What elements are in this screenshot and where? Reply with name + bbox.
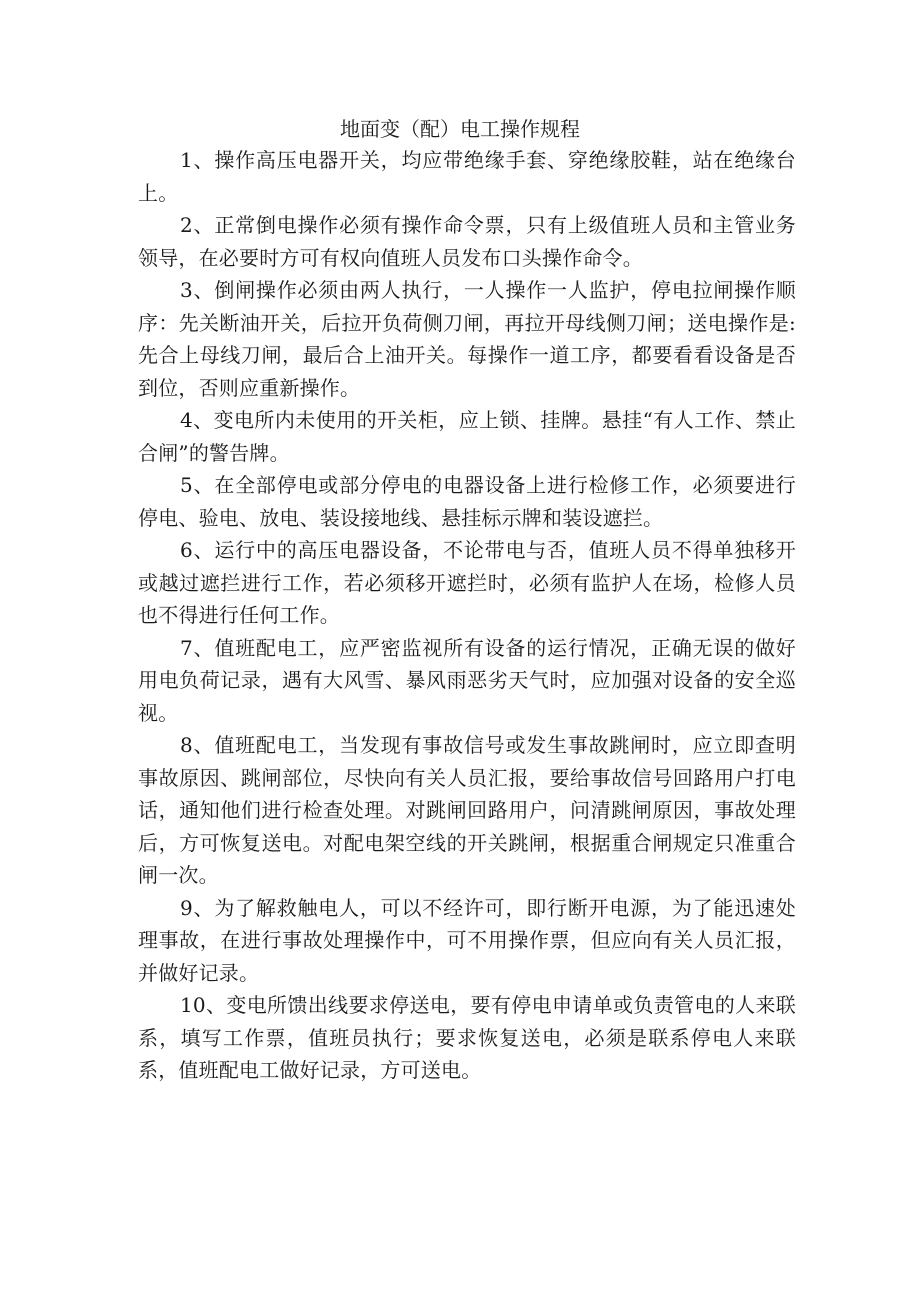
rule-paragraph-5: 5、在全部停电或部分停电的电器设备上进行检修工作，必须要进行停电、验电、放电、装设接地线、悬挂标示牌和装设遮拦。: [138, 473, 796, 530]
rule-paragraph-2: 2、正常倒电操作必须有操作命令票，只有上级值班人员和主管业务领导，在必要时方可有权向值班人员发布口头操作命令。: [138, 213, 796, 270]
rule-paragraph-4: 4、变电所内未使用的开关柜，应上锁、挂牌。悬挂“有人工作、禁止合闸”的警告牌。: [138, 408, 796, 465]
rule-paragraph-3: 3、倒闸操作必须由两人执行，一人操作一人监护，停电拉闸操作顺序：先关断油开关，后拉开负荷侧刀闸，再拉开母线侧刀闸；送电操作是:先合上母线刀闸，最后合上油开关。每操作一道工序，都要看看设备是否到位，否则应重新操作。: [138, 278, 796, 400]
rule-paragraph-8: 8、值班配电工，当发现有事故信号或发生事故跳闸时，应立即查明事故原因、跳闸部位，尽快向有关人员汇报，要给事故信号回路用户打电话，通知他们进行检查处理。对跳闸回路用户，问清跳闸原因，事故处理后，方可恢复送电。对配电架空线的开关跳闸，根据重合闸规定只准重合闸一次。: [138, 733, 796, 887]
rule-paragraph-9: 9、为了解救触电人，可以不经许可，即行断开电源，为了能迅速处理事故，在进行事故处理操作中，可不用操作票，但应向有关人员汇报，并做好记录。: [138, 895, 796, 985]
rule-paragraph-1: 1、操作高压电器开关，均应带绝缘手套、穿绝缘胶鞋，站在绝缘台上。: [138, 148, 796, 205]
rule-paragraph-10: 10、变电所馈出线要求停送电，要有停电申请单或负责管电的人来联系，填写工作票，值班员执行；要求恢复送电，必须是联系停电人来联系，值班配电工做好记录，方可送电。: [138, 993, 796, 1082]
rule-paragraph-6: 6、运行中的高压电器设备，不论带电与否，值班人员不得单独移开或越过遮拦进行工作，若必须移开遮拦时，必须有监护人在场，检修人员也不得进行任何工作。: [138, 538, 796, 627]
rule-paragraph-7: 7、值班配电工，应严密监视所有设备的运行情况，正确无误的做好用电负荷记录，遇有大风雪、暴风雨恶劣天气时，应加强对设备的安全巡视。: [138, 635, 796, 725]
document-body: [138, 144, 796, 1087]
document-title: 地面变（配）电工操作规程: [340, 117, 580, 141]
